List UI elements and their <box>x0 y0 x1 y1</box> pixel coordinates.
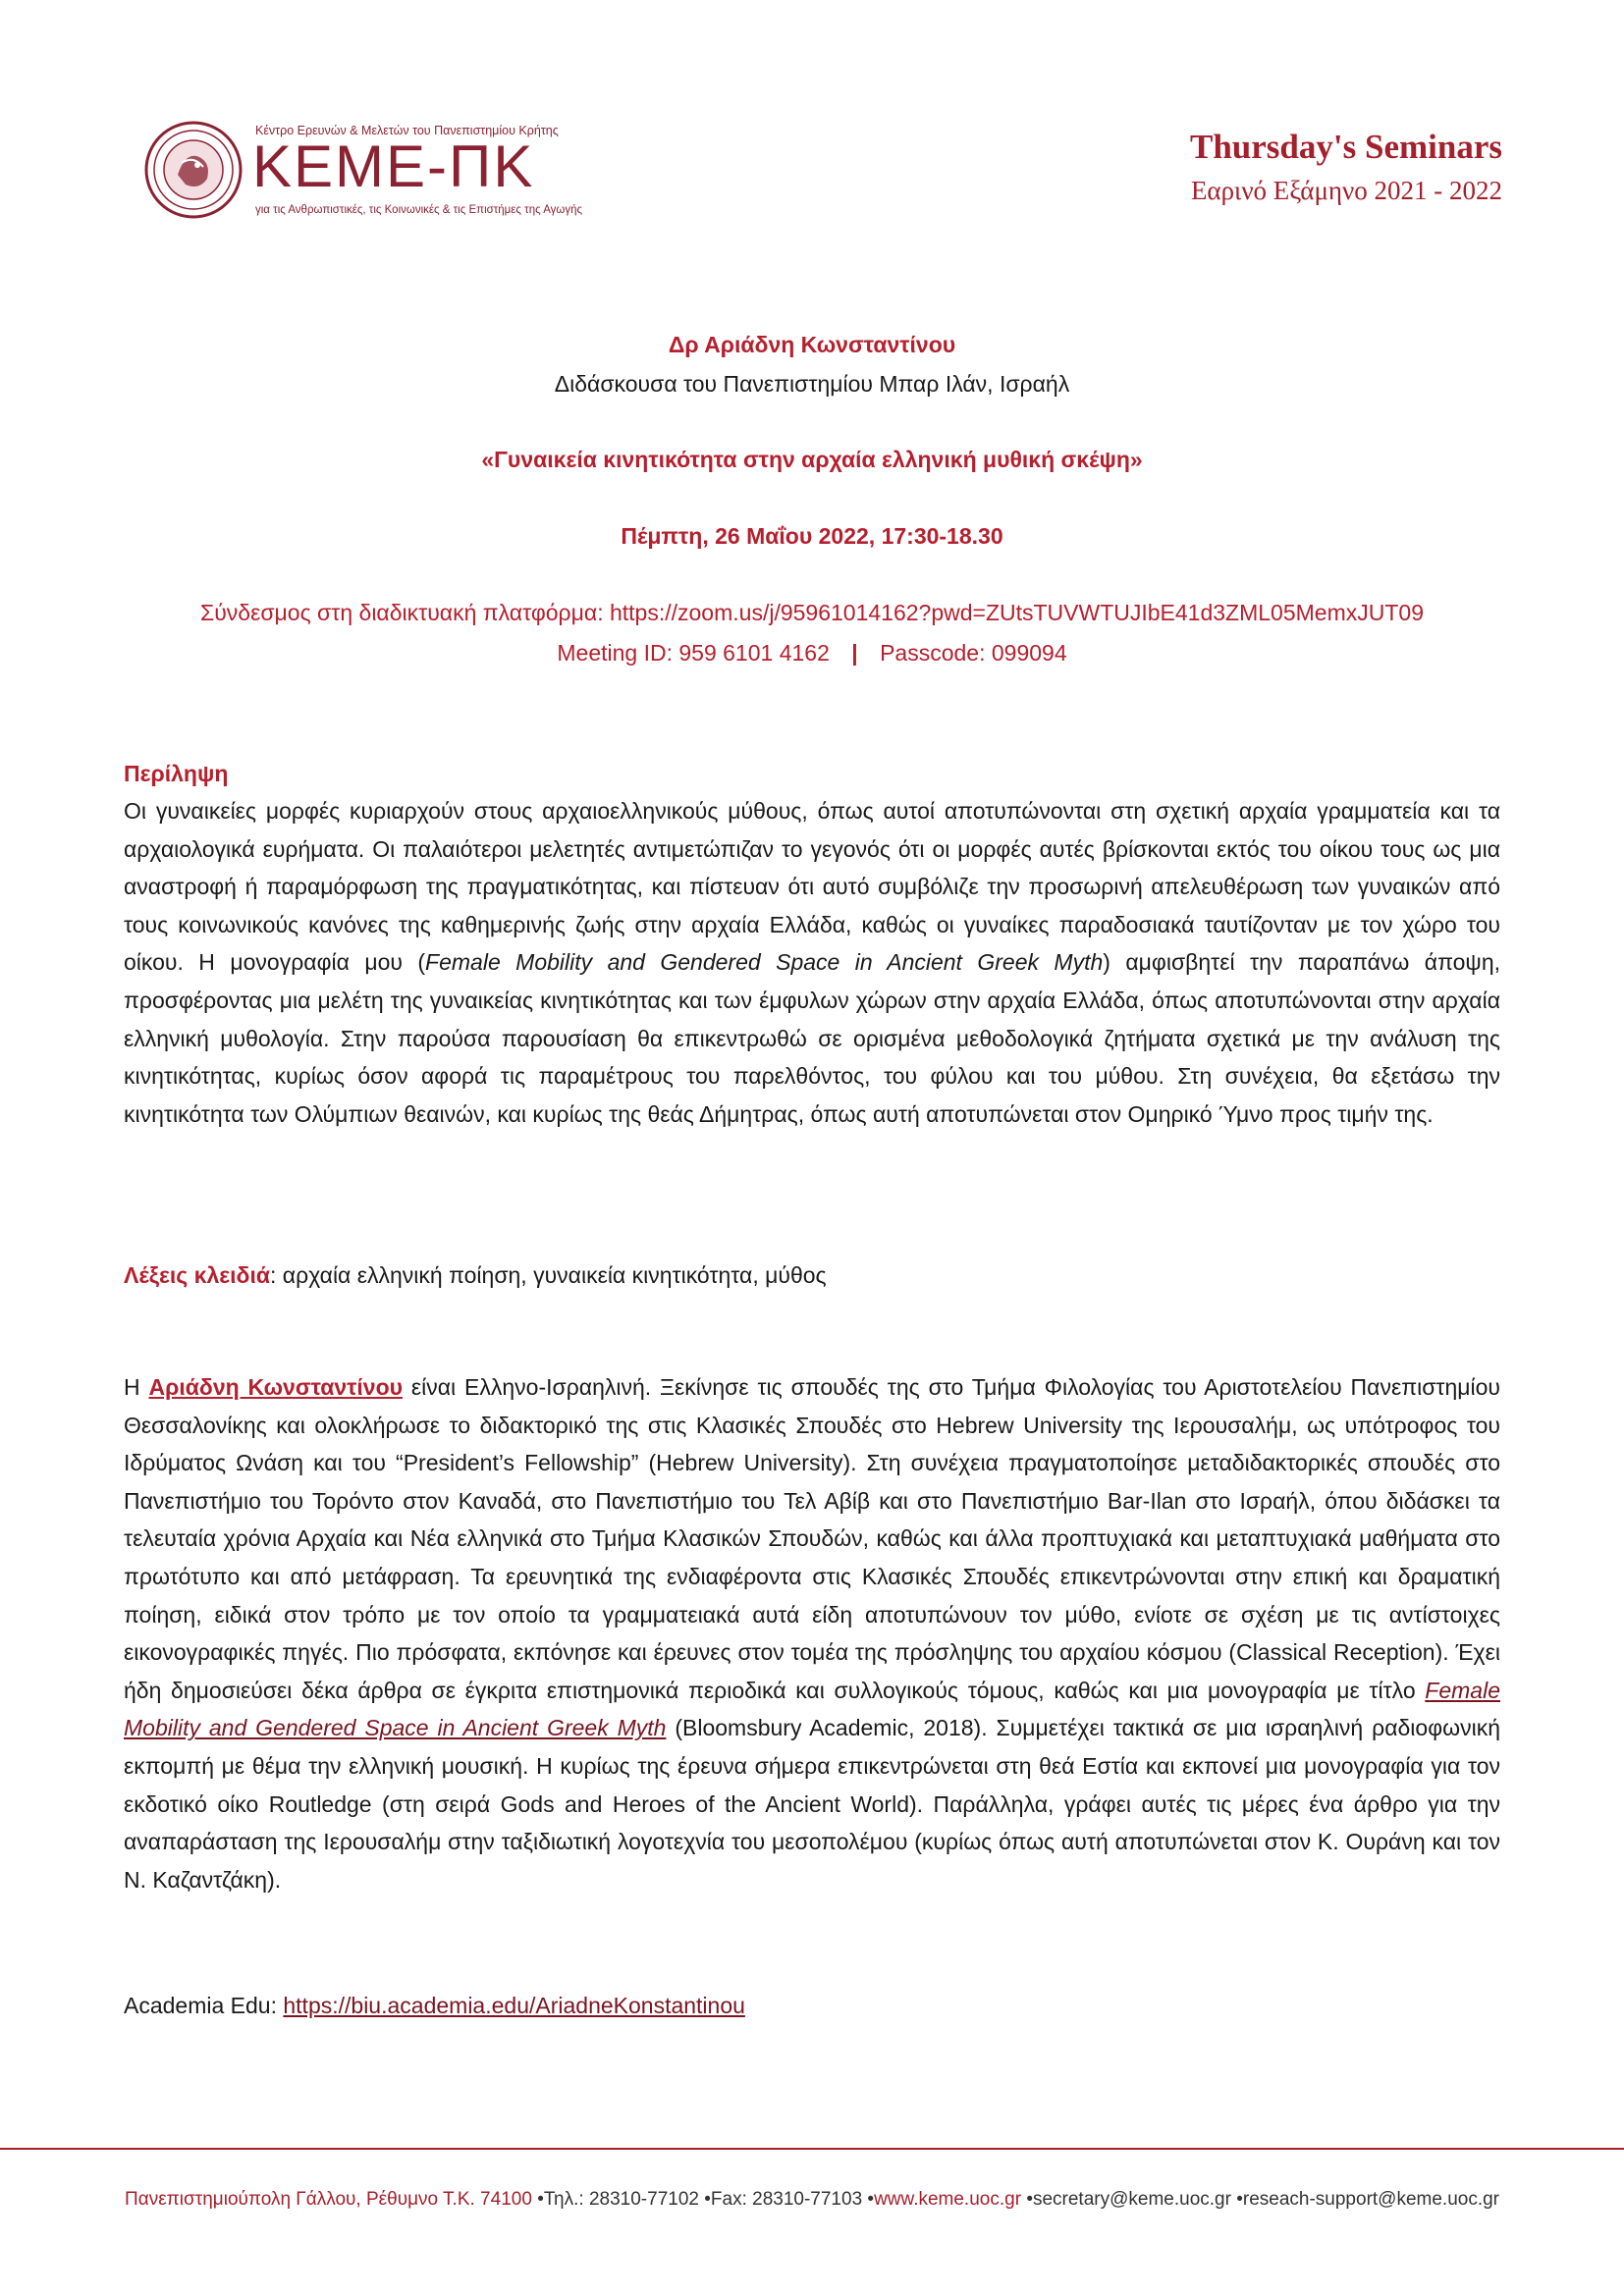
speaker-name: Δρ Αριάδνη Κωνσταντίνου <box>668 332 956 357</box>
footer-bullet: • <box>1026 2189 1033 2210</box>
meeting-passcode: Passcode: 099094 <box>880 640 1067 666</box>
abstract-body <box>124 792 1500 1133</box>
meeting-separator: | <box>851 640 858 666</box>
talk-title: «Γυναικεία κινητικότητα στην αρχαία ελληνική μυθική σκέψη» <box>481 447 1143 472</box>
bio-prefix: Η <box>124 1374 149 1400</box>
online-link-line <box>0 600 1624 626</box>
abstract-title: Περίληψη <box>124 761 229 786</box>
speaker-affiliation: Διδάσκουσα του Πανεπιστημίου Μπαρ Ιλάν, Ισραήλ <box>554 371 1070 397</box>
bio-book-link[interactable]: Female Mobility and Gendered Space in Ancient Greek Myth <box>124 1677 1500 1741</box>
bio-name-link[interactable]: Αριάδνη Κωνσταντίνου <box>148 1374 404 1400</box>
footer-email-research[interactable]: reseach-support@keme.uoc.gr <box>1242 2189 1500 2210</box>
academia-link[interactable]: https://biu.academia.edu/AriadneKonstantinou <box>283 1993 745 2018</box>
footer-bullet: • <box>704 2189 711 2210</box>
footer-fax: Fax: 28310-77103 <box>710 2189 863 2210</box>
abstract-text-part1: Οι γυναικείες μορφές κυριαρχούν στους αρχαιοελληνικούς μύθους, όπως αυτοί αποτυπώνονται στη σχετική αρχαία γραμματεία και τα αρχαιολογικά ευρήματα. Οι παλαιότεροι μελετητές αντιμετώπιζαν το γεγονός ότι οι μορφές αυτές βρίσκονται εκτός του οίκου τους ως μια αναστροφή ή παραμόρφωση της πραγματικότητας, και πίστευαν ότι αυτό συμβόλιζε την προσωρινή απελευθέρωση των γυναικών από τους κοινωνικούς κανόνες της καθημερινής ζωής στην αρχαία Ελλάδα, καθώς οι γυναίκες παραδοσιακά ταυτίζονταν με τον χώρο του οίκου. Η μονογραφία μου ( <box>124 798 1500 976</box>
bio-body <box>124 1368 1500 1898</box>
meeting-details <box>0 640 1624 667</box>
abstract-book-title: Female Mobility and Gendered Space in Ancient Greek Myth <box>425 949 1104 976</box>
keywords-text: : αρχαία ελληνική ποίηση, γυναικεία κινητικότητα, μύθος <box>270 1262 827 1288</box>
footer-address: Πανεπιστημιούπολη Γάλλου, Ρέθυμνο Τ.Κ. 74100 <box>124 2189 532 2210</box>
seminar-series <box>1190 126 1502 208</box>
online-link-label: Σύνδεσμος στη διαδικτυακή πλατφόρμα: <box>199 600 610 625</box>
footer-phone: Τηλ.: 28310-77102 <box>543 2189 699 2210</box>
meeting-id: Meeting ID: 959 6101 4162 <box>557 640 830 666</box>
series-subtitle: Εαρινό Εξάμηνο 2021 - 2022 <box>1190 176 1502 205</box>
keywords-label: Λέξεις κλειδιά <box>124 1262 271 1288</box>
abstract-text-part2: ) αμφισβητεί την παραπάνω άποψη, προσφέροντας μια μελέτη της γυναικείας κινητικότητας και των έμφυλων χώρων στην αρχαία Ελλάδα, όπως αποτυπώνονται στην αρχαία ελληνική μυθολογία. Στην παρούσα παρουσίαση θα επικεντρωθώ σε ορισμένα μεθοδολογικά ζητήματα σχετικά με την ανάλυση της κινητικότητας, κυρίως όσον αφορά τις παραμέτρους του παρελθόντος, του φύλου και του μύθου. Στη συνέχεια, θα εξετάσω την κινητικότητα των Ολύμπιων θεαινών, και κυρίως της θεάς Δήμητρας, όπως αυτή αποτυπώνεται στον Ομηρικό Ύμνο προς τιμήν της. <box>124 949 1501 1127</box>
logo-tagline-bottom: για τις Ανθρωπιστικές, τις Κοινωνικές & τις Επιστήμες της Αγωγής <box>255 204 583 216</box>
footer-bullet: • <box>1236 2189 1243 2210</box>
footer-contact <box>0 2189 1624 2211</box>
footer-divider <box>0 2148 1624 2150</box>
logo-brand-text: ΚΕΜΕ-ΠΚ <box>252 133 535 199</box>
footer-email-secretary[interactable]: secretary@keme.uoc.gr <box>1032 2189 1231 2210</box>
footer-website[interactable]: www.keme.uoc.gr <box>874 2189 1022 2210</box>
academia-label: Academia Edu: <box>124 1993 284 2018</box>
series-title: Thursday's Seminars <box>1190 128 1502 166</box>
university-seal-icon <box>142 116 250 224</box>
bio-text-part1: είναι Ελληνο-Ισραηλινή. Ξεκίνησε τις σπουδές της στο Τμήμα Φιλολογίας του Αριστοτελείου Πανεπιστημίου Θεσσαλονίκης και ολοκλήρωσε το διδακτορικό της στις Κλασικές Σπουδές στο Hebrew University της Ιερουσαλήμ, ως υπότροφος του Ιδρύματος Ωνάση και του “President’s Fellowship” (Hebrew University). Στη συνέχεια πραγματοποίησε μεταδιδακτορικές σπουδές στο Πανεπιστήμιο του Τορόντο στον Καναδά, στο Πανεπιστήμιο του Τελ Αβίβ και στο Πανεπιστήμιο Bar-Ilan στο Ισραήλ, όπου διδάσκει τα τελευταία χρόνια Αρχαία και Νέα ελληνικά στο Τμήμα Κλασικών Σπουδών, καθώς και άλλα προπτυχιακά και μεταπτυχιακά μαθήματα στο πρωτότυπο και από μετάφραση. Τα ερευνητικά της ενδιαφέροντα στις Κλασικές Σπουδές επικεντρώνονται στην επική και δραματική ποίηση, ειδικά στον τρόπο με τον οποίο τα γραμματειακά αυτά είδη αποτυπώνουν τον μύθο, ενίοτε σε σχέση με τις αντίστοιχες εικονογραφικές πηγές. Πιο πρόσφατα, εκπόνησε και έρευνες στον τομέα της πρόσληψης του αρχαίου κόσμου (Classical Reception). Έχει ήδη δημοσιεύσει δέκα άρθρα σε έγκριτα επιστημονικά περιοδικά και συλλογικούς τόμους, καθώς και μια μονογραφία με τίτλο <box>124 1374 1500 1703</box>
footer-bullet: • <box>867 2189 875 2210</box>
keme-logo <box>142 116 623 224</box>
academia-line <box>124 1987 1500 2025</box>
bio-text-part2: (Bloomsbury Academic, 2018). Συμμετέχει τακτικά σε μια ισραηλινή ραδιοφωνική εκπομπή με θέμα την ελληνική μουσική. Η κυρίως της έρευνα σήμερα επικεντρώνεται στη θεά Εστία και εκπονεί μια μονογραφία για τον εκδοτικό οίκο Routledge (στη σειρά Gods and Heroes of the Ancient World). Παράλληλα, γράφει αυτές τις μέρες ένα άρθρο για την αναπαράσταση της Ιερουσαλήμ στην ταξιδιωτική λογοτεχνία του μεσοπολέμου (κυρίως όπως αυτή αποτυπώνεται στον Κ. Ουράνη και τον Ν. Καζαντζάκη). <box>124 1715 1500 1893</box>
footer-bullet: • <box>537 2189 544 2210</box>
talk-datetime: Πέμπτη, 26 Μαΐου 2022, 17:30-18.30 <box>621 523 1003 549</box>
keywords-line <box>124 1256 1500 1295</box>
logo-tagline-top: Κέντρο Ερευνών & Μελετών του Πανεπιστημίου Κρήτης <box>255 124 559 137</box>
abstract-heading <box>124 755 1500 793</box>
zoom-link[interactable]: https://zoom.us/j/95961014162?pwd=ZUtsTUVWTUJIbE41d3ZML05MemxJUT09 <box>609 600 1424 625</box>
